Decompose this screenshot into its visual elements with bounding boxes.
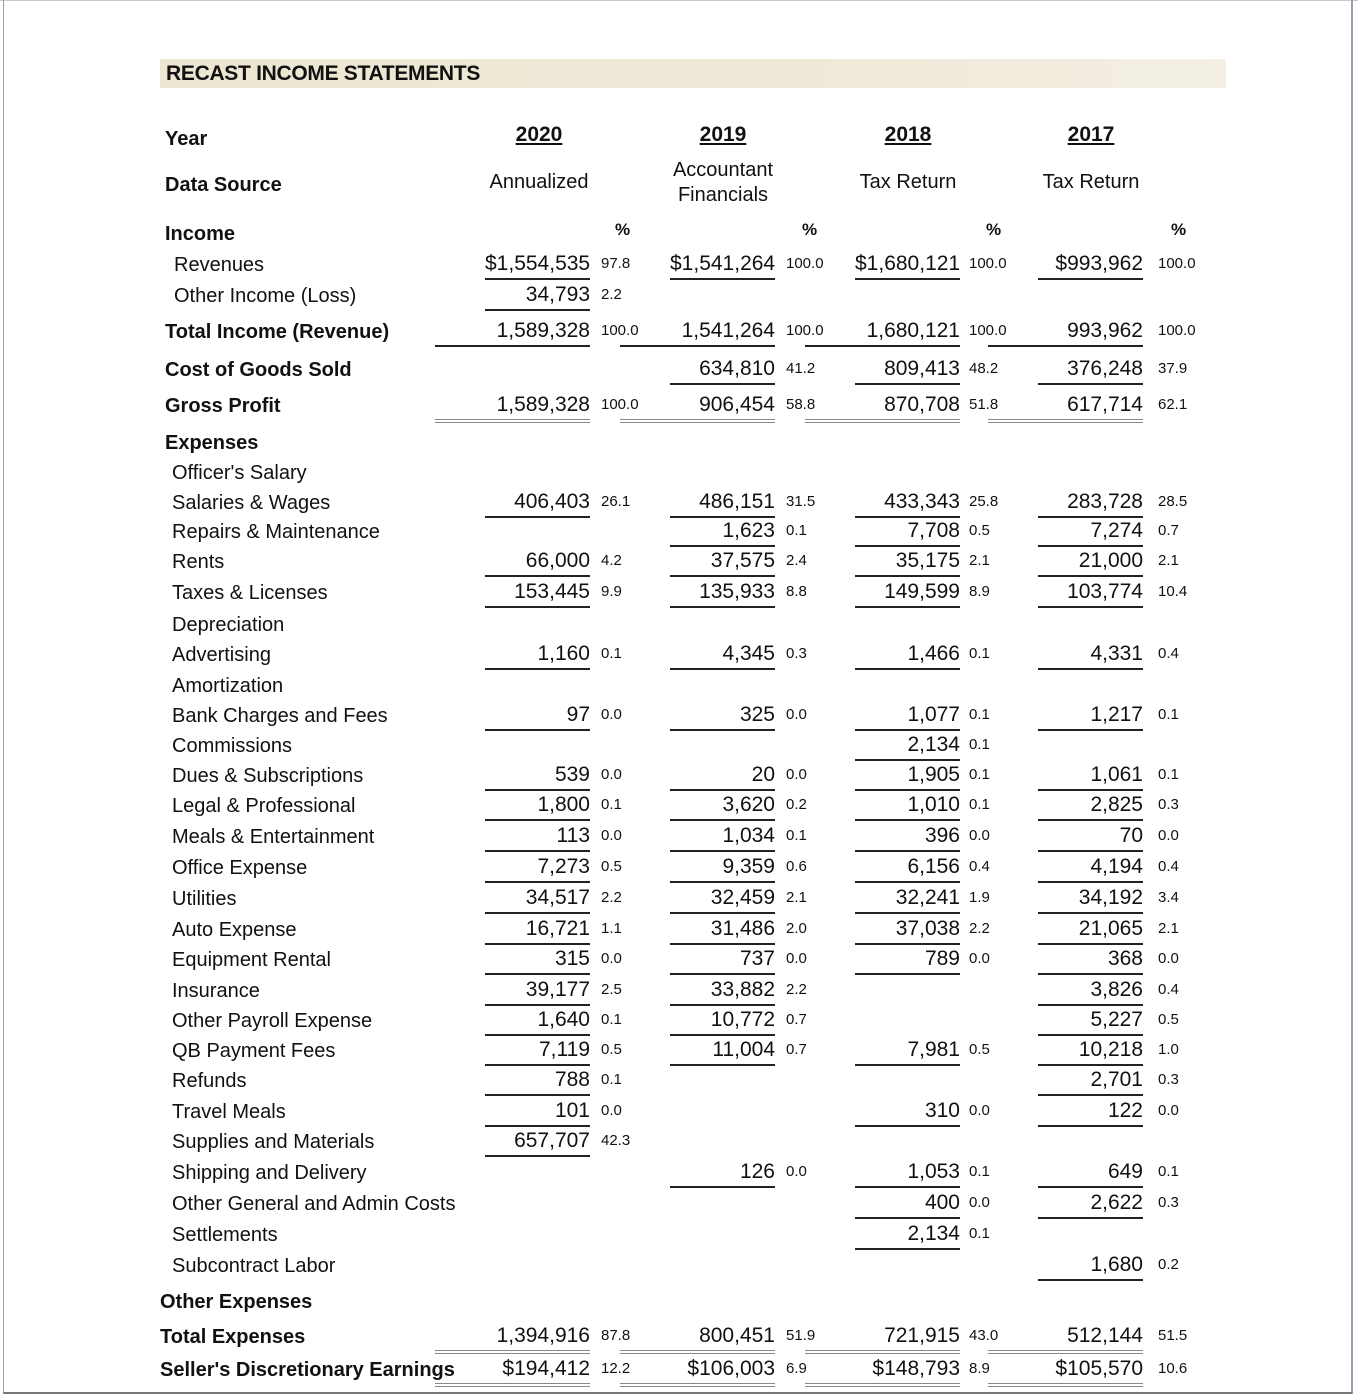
percent-cell: 0.1 <box>969 1163 990 1180</box>
row-label: Expenses <box>165 432 259 454</box>
percent-cell: 28.5 <box>1158 493 1188 510</box>
percent-cell: 97.8 <box>601 255 631 272</box>
percent-cell: 0.2 <box>786 796 807 813</box>
amount-cell: 4,345 <box>670 640 775 670</box>
row-label: Revenues <box>174 254 265 276</box>
amount-cell: 2,825 <box>1038 791 1143 821</box>
percent-cell: 0.4 <box>1158 645 1179 662</box>
row-label: Depreciation <box>172 614 285 636</box>
amount-cell: 39,177 <box>485 976 590 1006</box>
amount-cell: 4,331 <box>1038 640 1143 670</box>
row-label: Other Payroll Expense <box>172 1010 373 1032</box>
amount-cell: 103,774 <box>1038 578 1143 608</box>
row-label: Bank Charges and Fees <box>172 705 388 727</box>
amount-cell: 37,575 <box>670 547 775 577</box>
amount-cell: 1,466 <box>855 640 960 670</box>
percent-cell: 0.2 <box>1158 1256 1179 1273</box>
amount-cell: 149,599 <box>855 578 960 608</box>
amount-cell: 1,010 <box>855 791 960 821</box>
table-row <box>0 884 1358 914</box>
row-label: Other General and Admin Costs <box>172 1193 456 1215</box>
percent-cell: 0.1 <box>969 706 990 723</box>
amount-cell: 1,034 <box>670 822 775 852</box>
amount-cell: 10,218 <box>1038 1036 1143 1066</box>
amount-cell: 993,962 <box>988 317 1143 347</box>
percent-cell: 43.0 <box>969 1327 999 1344</box>
row-label: Total Income (Revenue) <box>165 321 390 343</box>
percent-cell: 0.0 <box>601 950 622 967</box>
row-label: Travel Meals <box>172 1101 286 1123</box>
amount-cell: 315 <box>485 945 590 975</box>
amount-cell: 325 <box>670 701 775 731</box>
percent-cell: 0.0 <box>786 766 807 783</box>
year-2017: 2017 <box>1067 123 1115 146</box>
row-label: Other Income (Loss) <box>174 285 357 307</box>
percent-cell: 0.0 <box>969 827 990 844</box>
amount-cell: 2,134 <box>855 731 960 761</box>
percent-cell: 0.7 <box>786 1041 807 1058</box>
row-label: Auto Expense <box>172 919 297 941</box>
amount-cell: 906,454 <box>620 391 775 423</box>
amount-cell: 21,065 <box>1038 915 1143 945</box>
table-row <box>0 1127 1358 1157</box>
amount-cell: 3,826 <box>1038 976 1143 1006</box>
percent-cell: 0.4 <box>1158 858 1179 875</box>
amount-cell: 376,248 <box>1038 355 1143 385</box>
amount-cell: 789 <box>855 945 960 975</box>
percent-cell: 9.9 <box>601 583 622 600</box>
row-label: Subcontract Labor <box>172 1255 336 1277</box>
row-label: Total Expenses <box>160 1326 306 1348</box>
amount-cell: 153,445 <box>485 578 590 608</box>
amount-cell: 396 <box>855 822 960 852</box>
table-row <box>0 1158 1358 1188</box>
source-2017: Tax Return <box>1042 171 1140 193</box>
table-row <box>0 761 1358 791</box>
amount-cell: 7,274 <box>1038 517 1143 547</box>
amount-cell: 486,151 <box>670 488 775 518</box>
percent-cell: 8.9 <box>969 583 990 600</box>
table-row <box>0 391 1358 421</box>
source-2020: Annualized <box>489 171 589 193</box>
amount-cell: 16,721 <box>485 915 590 945</box>
percent-cell: 51.8 <box>969 396 999 413</box>
percent-cell: 0.1 <box>601 796 622 813</box>
table-row <box>0 458 1358 488</box>
percent-cell: 100.0 <box>786 322 824 339</box>
amount-cell: 809,413 <box>855 355 960 385</box>
amount-cell: $993,962 <box>1038 250 1143 280</box>
table-row <box>0 250 1358 280</box>
percent-cell: 58.8 <box>786 396 816 413</box>
row-label: Refunds <box>172 1070 247 1092</box>
percent-cell: 0.0 <box>969 1102 990 1119</box>
percent-cell: 0.3 <box>1158 1194 1179 1211</box>
percent-cell: 0.6 <box>786 858 807 875</box>
row-label: Repairs & Maintenance <box>172 521 380 543</box>
row-label: Insurance <box>172 980 260 1002</box>
amount-cell: 35,175 <box>855 547 960 577</box>
amount-cell: 135,933 <box>670 578 775 608</box>
row-label: Other Expenses <box>160 1291 313 1313</box>
percent-cell: 0.0 <box>786 950 807 967</box>
amount-cell: 433,343 <box>855 488 960 518</box>
percent-cell: 2.1 <box>786 889 807 906</box>
amount-cell: 1,589,328 <box>435 391 590 423</box>
amount-cell: 7,119 <box>485 1036 590 1066</box>
percent-cell: 0.0 <box>1158 950 1179 967</box>
percent-cell: 0.1 <box>786 827 807 844</box>
amount-cell: $1,680,121 <box>855 250 960 280</box>
amount-cell: 2,134 <box>855 1220 960 1250</box>
amount-cell: 5,227 <box>1038 1006 1143 1036</box>
table-row <box>0 853 1358 883</box>
percent-cell: 8.8 <box>786 583 807 600</box>
data-source-label: Data Source <box>165 174 282 196</box>
amount-cell: 1,077 <box>855 701 960 731</box>
percent-cell: 100.0 <box>1158 255 1196 272</box>
table-row <box>0 1220 1358 1250</box>
percent-cell: 31.5 <box>786 493 816 510</box>
amount-cell: 2,701 <box>1038 1066 1143 1096</box>
amount-cell: $194,412 <box>435 1355 590 1387</box>
amount-cell: 1,680,121 <box>805 317 960 347</box>
table-row <box>0 1251 1358 1281</box>
source-2019: Accountant Financials <box>672 159 774 206</box>
percent-cell: 100.0 <box>969 255 1007 272</box>
percent-cell: 0.1 <box>1158 706 1179 723</box>
amount-cell: 800,451 <box>620 1322 775 1354</box>
pct-header-2020: % <box>615 220 631 239</box>
percent-cell: 87.8 <box>601 1327 631 1344</box>
table-row <box>0 355 1358 385</box>
row-label: Rents <box>172 551 225 573</box>
percent-cell: 10.4 <box>1158 583 1188 600</box>
amount-cell: 11,004 <box>670 1036 775 1066</box>
row-label: Gross Profit <box>165 395 281 417</box>
percent-cell: 51.9 <box>786 1327 816 1344</box>
amount-cell: 7,981 <box>855 1036 960 1066</box>
amount-cell: $148,793 <box>805 1355 960 1387</box>
amount-cell: 649 <box>1038 1158 1143 1188</box>
amount-cell: 400 <box>855 1189 960 1219</box>
table-row <box>0 731 1358 761</box>
amount-cell: 3,620 <box>670 791 775 821</box>
percent-cell: 0.1 <box>969 1225 990 1242</box>
row-label: Amortization <box>172 675 284 697</box>
percent-cell: 12.2 <box>601 1360 631 1377</box>
amount-cell: 32,459 <box>670 884 775 914</box>
percent-cell: 62.1 <box>1158 396 1188 413</box>
amount-cell: 34,793 <box>485 281 590 311</box>
percent-cell: 100.0 <box>601 322 639 339</box>
amount-cell: 9,359 <box>670 853 775 883</box>
row-label: Shipping and Delivery <box>172 1162 367 1184</box>
amount-cell: 10,772 <box>670 1006 775 1036</box>
amount-cell: 7,273 <box>485 853 590 883</box>
percent-cell: 0.1 <box>969 736 990 753</box>
year-2020: 2020 <box>515 123 563 146</box>
amount-cell: 721,915 <box>805 1322 960 1354</box>
percent-cell: 41.2 <box>786 360 816 377</box>
table-row <box>0 822 1358 852</box>
percent-cell: 25.8 <box>969 493 999 510</box>
table-row <box>0 791 1358 821</box>
percent-cell: 0.0 <box>1158 1102 1179 1119</box>
table-row <box>0 1006 1358 1036</box>
amount-cell: $1,554,535 <box>485 250 590 280</box>
amount-cell: 406,403 <box>485 488 590 518</box>
percent-cell: 1.1 <box>601 920 622 937</box>
amount-cell: 101 <box>485 1097 590 1127</box>
amount-cell: 7,708 <box>855 517 960 547</box>
amount-cell: 310 <box>855 1097 960 1127</box>
amount-cell: 1,680 <box>1038 1251 1143 1281</box>
table-row <box>0 701 1358 731</box>
year-2018: 2018 <box>884 123 932 146</box>
percent-cell: 1.0 <box>1158 1041 1179 1058</box>
table-row <box>0 1287 1358 1317</box>
percent-cell: 0.1 <box>1158 766 1179 783</box>
percent-cell: 0.0 <box>1158 827 1179 844</box>
amount-cell: 1,160 <box>485 640 590 670</box>
table-row <box>0 1322 1358 1352</box>
percent-cell: 48.2 <box>969 360 999 377</box>
amount-cell: 66,000 <box>485 547 590 577</box>
percent-cell: 26.1 <box>601 493 631 510</box>
percent-cell: 0.3 <box>786 645 807 662</box>
percent-cell: 0.0 <box>786 1163 807 1180</box>
percent-cell: 100.0 <box>601 396 639 413</box>
table-row <box>0 976 1358 1006</box>
amount-cell: 1,541,264 <box>620 317 775 347</box>
table-row <box>0 1355 1358 1385</box>
amount-cell: 657,707 <box>485 1127 590 1157</box>
amount-cell: 37,038 <box>855 915 960 945</box>
amount-cell: 737 <box>670 945 775 975</box>
percent-cell: 0.1 <box>1158 1163 1179 1180</box>
percent-cell: 0.5 <box>1158 1011 1179 1028</box>
amount-cell: 4,194 <box>1038 853 1143 883</box>
amount-cell: 113 <box>485 822 590 852</box>
percent-cell: 2.2 <box>601 889 622 906</box>
amount-cell: $105,570 <box>988 1355 1143 1387</box>
amount-cell: 97 <box>485 701 590 731</box>
percent-cell: 2.2 <box>969 920 990 937</box>
percent-cell: 2.5 <box>601 981 622 998</box>
percent-cell: 0.7 <box>1158 522 1179 539</box>
table-row <box>0 317 1358 347</box>
percent-cell: 0.5 <box>969 522 990 539</box>
row-label: Supplies and Materials <box>172 1131 375 1153</box>
amount-cell: 634,810 <box>670 355 775 385</box>
percent-cell: 2.0 <box>786 920 807 937</box>
percent-cell: 2.1 <box>1158 552 1179 569</box>
table-row <box>0 1036 1358 1066</box>
row-label: Salaries & Wages <box>172 492 331 514</box>
percent-cell: 0.0 <box>601 1102 622 1119</box>
amount-cell: 6,156 <box>855 853 960 883</box>
amount-cell: 617,714 <box>988 391 1143 423</box>
amount-cell: 21,000 <box>1038 547 1143 577</box>
amount-cell: 1,394,916 <box>435 1322 590 1354</box>
percent-cell: 100.0 <box>969 322 1007 339</box>
percent-cell: 0.1 <box>969 645 990 662</box>
amount-cell: 1,640 <box>485 1006 590 1036</box>
percent-cell: 3.4 <box>1158 889 1179 906</box>
percent-cell: 0.1 <box>786 522 807 539</box>
amount-cell: 2,622 <box>1038 1189 1143 1219</box>
row-label: Dues & Subscriptions <box>172 765 364 787</box>
amount-cell: 70 <box>1038 822 1143 852</box>
percent-cell: 0.0 <box>601 706 622 723</box>
table-row <box>0 517 1358 547</box>
table-row <box>0 610 1358 640</box>
row-label: Utilities <box>172 888 237 910</box>
table-row <box>0 1066 1358 1096</box>
percent-cell: 2.1 <box>969 552 990 569</box>
amount-cell: 34,517 <box>485 884 590 914</box>
percent-cell: 0.5 <box>601 858 622 875</box>
percent-cell: 0.1 <box>601 645 622 662</box>
table-row <box>0 488 1358 518</box>
year-label: Year <box>165 128 208 150</box>
amount-cell: 34,192 <box>1038 884 1143 914</box>
table-row <box>0 281 1358 311</box>
row-label: Seller's Discretionary Earnings <box>160 1359 455 1381</box>
amount-cell: 512,144 <box>988 1322 1143 1354</box>
percent-cell: 42.3 <box>601 1132 631 1149</box>
source-2018: Tax Return <box>859 171 957 193</box>
row-label: Settlements <box>172 1224 278 1246</box>
table-row <box>0 428 1358 458</box>
row-label: Income <box>165 223 236 245</box>
amount-cell: 1,905 <box>855 761 960 791</box>
percent-cell: 4.2 <box>601 552 622 569</box>
row-label: Advertising <box>172 644 271 666</box>
report-title: RECAST INCOME STATEMENTS <box>160 59 1226 88</box>
amount-cell: 283,728 <box>1038 488 1143 518</box>
amount-cell: 1,800 <box>485 791 590 821</box>
row-label: Legal & Professional <box>172 795 356 817</box>
row-label: QB Payment Fees <box>172 1040 336 1062</box>
percent-cell: 8.9 <box>969 1360 990 1377</box>
row-label: Office Expense <box>172 857 308 879</box>
percent-cell: 100.0 <box>786 255 824 272</box>
percent-cell: 100.0 <box>1158 322 1196 339</box>
percent-cell: 0.5 <box>601 1041 622 1058</box>
percent-cell: 0.0 <box>786 706 807 723</box>
percent-cell: 0.1 <box>969 796 990 813</box>
table-row <box>0 219 1358 249</box>
table-row <box>0 671 1358 701</box>
percent-cell: 2.1 <box>1158 920 1179 937</box>
percent-cell: 1.9 <box>969 889 990 906</box>
amount-cell: 1,589,328 <box>435 317 590 347</box>
amount-cell: $106,003 <box>620 1355 775 1387</box>
table-row <box>0 945 1358 975</box>
percent-cell: 0.5 <box>969 1041 990 1058</box>
percent-cell: 10.6 <box>1158 1360 1188 1377</box>
row-label: Officer's Salary <box>172 462 307 484</box>
amount-cell: 33,882 <box>670 976 775 1006</box>
row-label: Meals & Entertainment <box>172 826 375 848</box>
percent-cell: 37.9 <box>1158 360 1188 377</box>
amount-cell: 20 <box>670 761 775 791</box>
amount-cell: 1,217 <box>1038 701 1143 731</box>
percent-cell: 0.4 <box>1158 981 1179 998</box>
amount-cell: 1,061 <box>1038 761 1143 791</box>
percent-cell: 0.0 <box>601 827 622 844</box>
amount-cell: 1,053 <box>855 1158 960 1188</box>
percent-cell: 2.2 <box>786 981 807 998</box>
amount-cell: 122 <box>1038 1097 1143 1127</box>
row-label: Taxes & Licenses <box>172 582 328 604</box>
percent-cell: 0.0 <box>969 1194 990 1211</box>
percent-cell: 0.1 <box>969 766 990 783</box>
amount-cell: 539 <box>485 761 590 791</box>
table-row <box>0 640 1358 670</box>
pct-header-2018: % <box>986 220 1002 239</box>
amount-cell: 870,708 <box>805 391 960 423</box>
percent-cell: 0.4 <box>969 858 990 875</box>
amount-cell: 31,486 <box>670 915 775 945</box>
amount-cell: 32,241 <box>855 884 960 914</box>
table-row <box>0 1097 1358 1127</box>
amount-cell: 126 <box>670 1158 775 1188</box>
percent-cell: 2.2 <box>601 286 622 303</box>
percent-cell: 0.1 <box>601 1011 622 1028</box>
amount-cell: $1,541,264 <box>670 250 775 280</box>
table-row <box>0 915 1358 945</box>
row-label: Commissions <box>172 735 293 757</box>
percent-cell: 0.3 <box>1158 796 1179 813</box>
percent-cell: 51.5 <box>1158 1327 1188 1344</box>
amount-cell: 788 <box>485 1066 590 1096</box>
table-row <box>0 547 1358 577</box>
table-row <box>0 578 1358 608</box>
percent-cell: 0.3 <box>1158 1071 1179 1088</box>
amount-cell: 368 <box>1038 945 1143 975</box>
percent-cell: 0.0 <box>601 766 622 783</box>
pct-header-2019: % <box>802 220 818 239</box>
amount-cell: 1,623 <box>670 517 775 547</box>
table-row <box>0 1189 1358 1219</box>
percent-cell: 6.9 <box>786 1360 807 1377</box>
row-label: Equipment Rental <box>172 949 331 971</box>
year-2019: 2019 <box>699 123 747 146</box>
percent-cell: 0.7 <box>786 1011 807 1028</box>
pct-header-2017: % <box>1171 220 1187 239</box>
row-label: Cost of Goods Sold <box>165 359 352 381</box>
percent-cell: 2.4 <box>786 552 807 569</box>
percent-cell: 0.0 <box>969 950 990 967</box>
percent-cell: 0.1 <box>601 1071 622 1088</box>
